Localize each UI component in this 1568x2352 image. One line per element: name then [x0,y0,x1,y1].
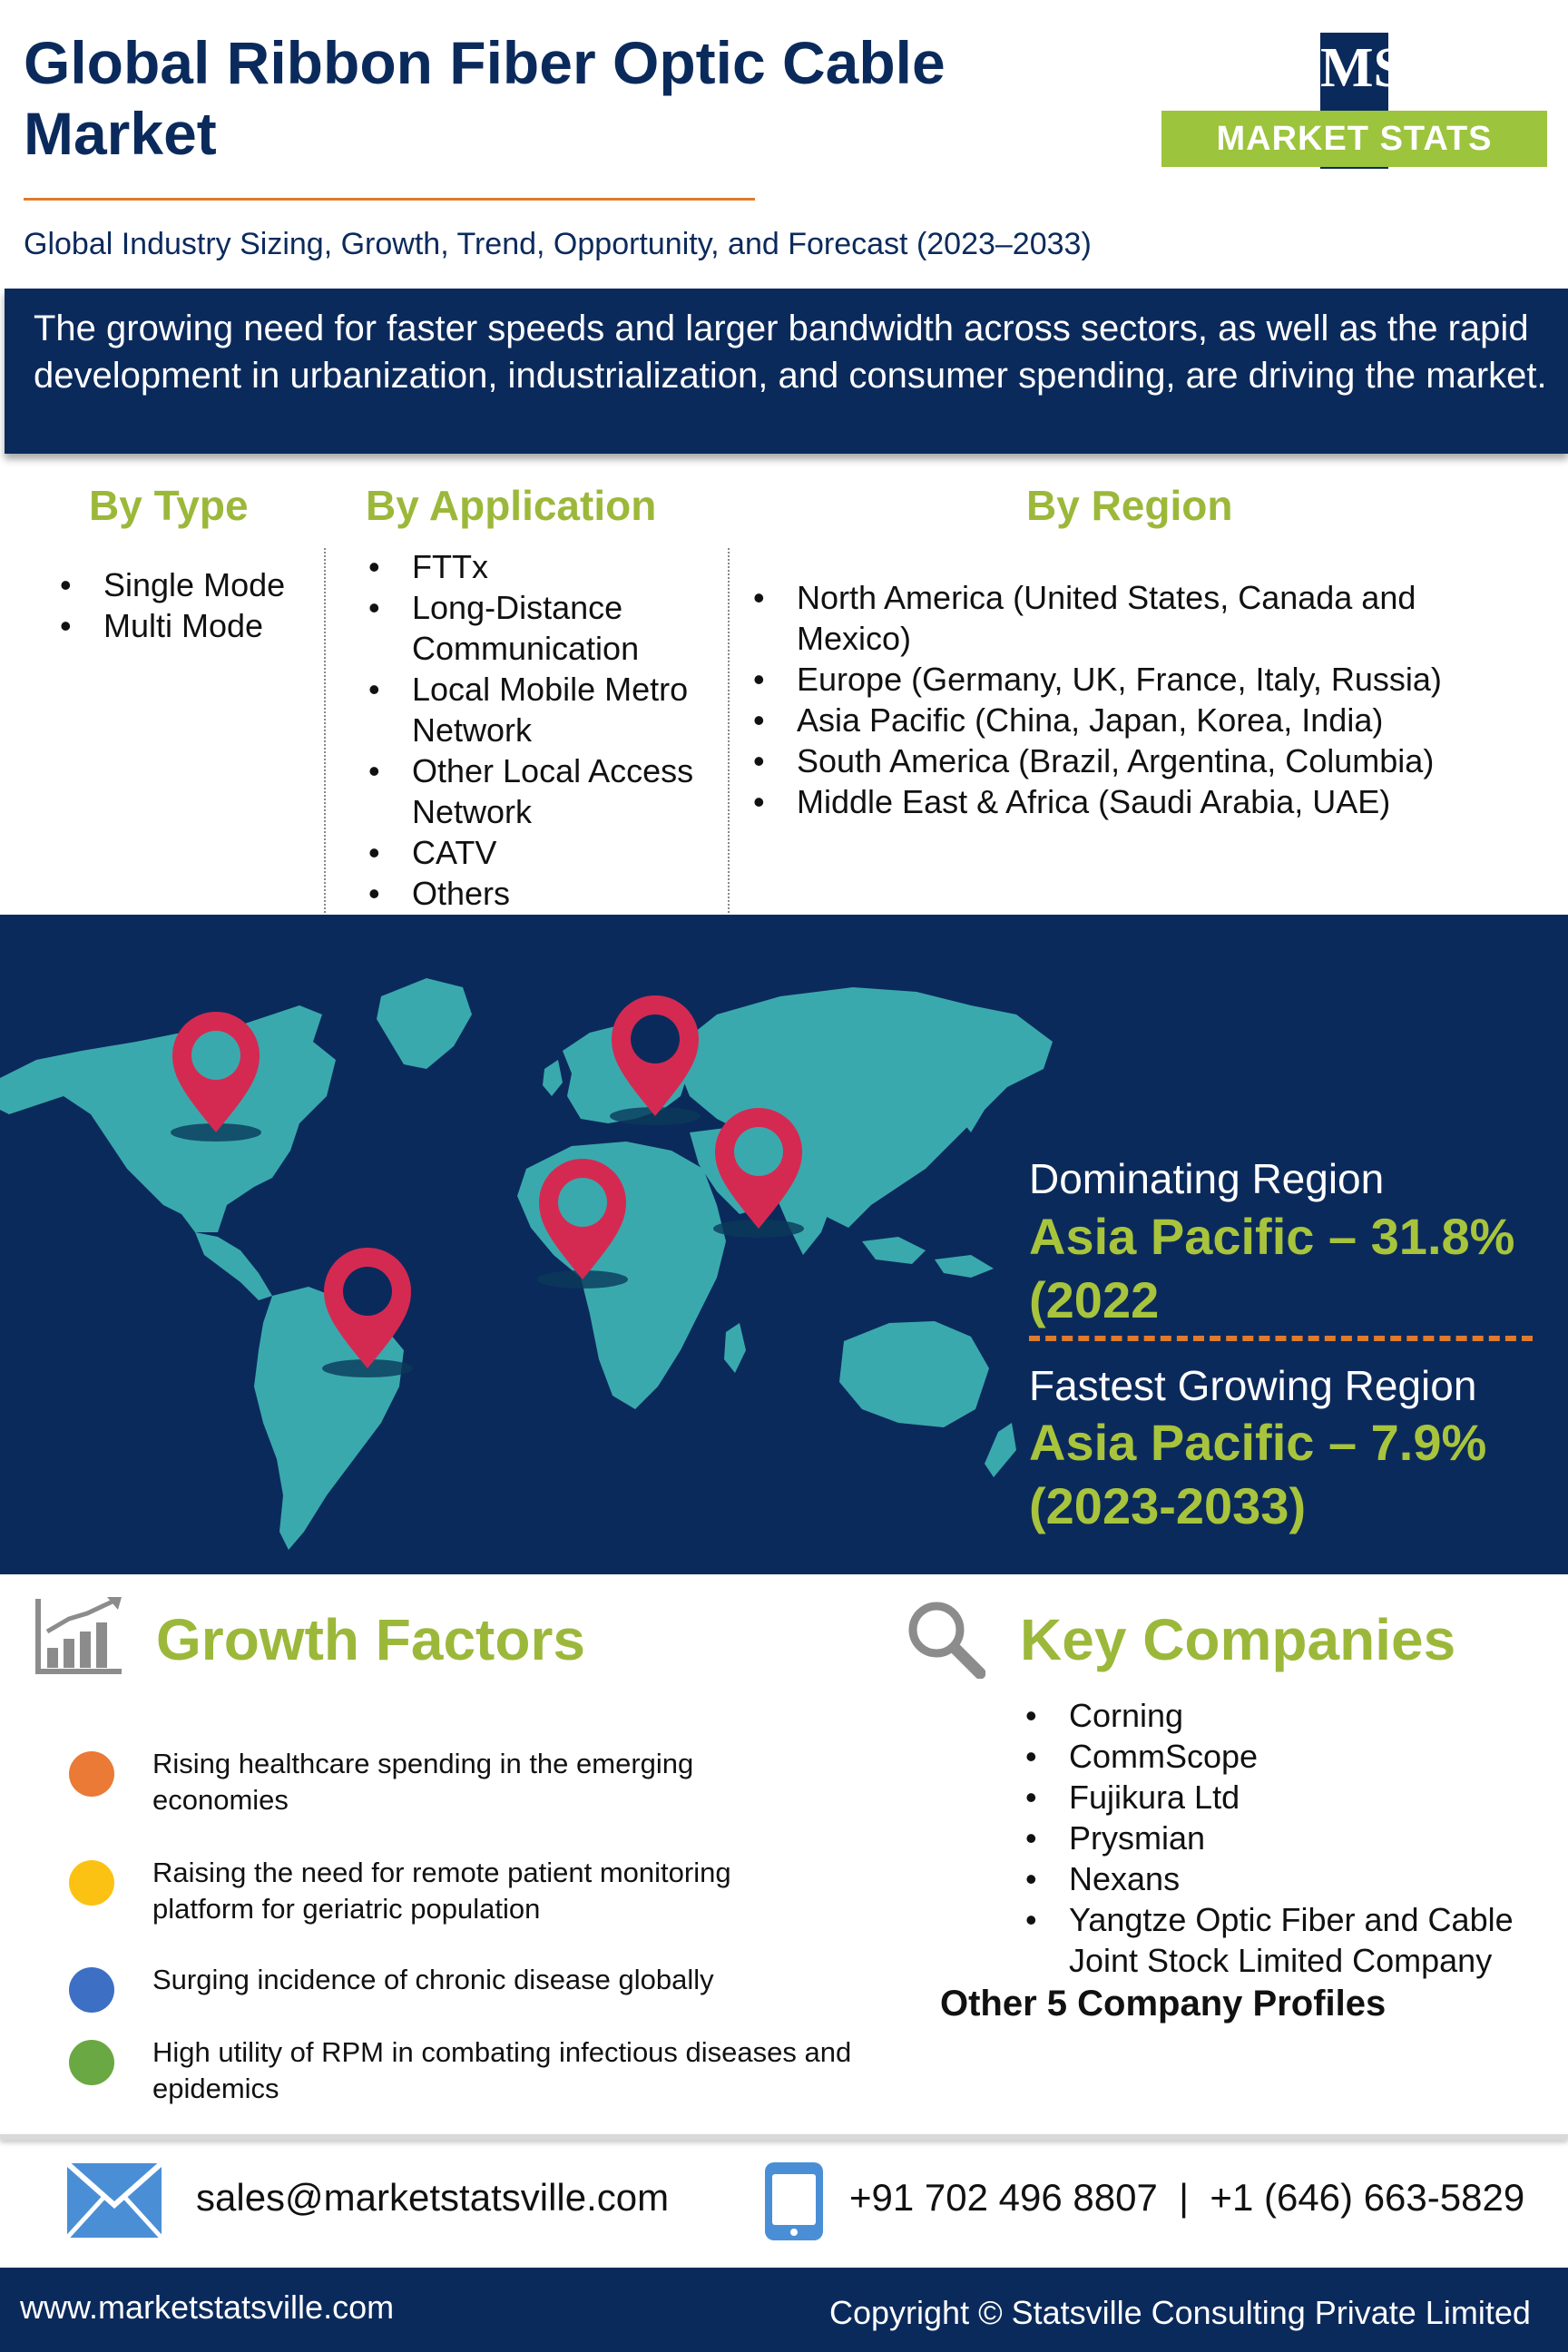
list-item: • Local Mobile Metro Network [368,669,695,750]
mobile-phone-icon [762,2160,826,2243]
list-item: • Fujikura Ltd [1025,1777,1561,1818]
list-item: • CATV [368,832,695,873]
fastest-region-value: Asia Pacific – 7.9% [1029,1414,1487,1471]
list-item: • Single Mode [60,564,332,605]
list-item: • Asia Pacific (China, Japan, Korea, India) [753,700,1506,740]
growth-factors-heading: Growth Factors [156,1607,585,1672]
list-item: • South America (Brazil, Argentina, Columbia) [753,740,1506,781]
growth-factor-text: Surging incidence of chronic disease globally [152,1964,714,1995]
by-type-heading: By Type [89,482,249,529]
more-company-profiles: Other 5 Company Profiles [940,1984,1387,2024]
banner-text: The growing need for faster speeds and larger bandwidth across sectors, as well as the rapid development in urbanization, industrialization, and consumer spending, are driving the market. [34,309,1547,396]
dominating-region-year: (2022 [1029,1271,1160,1328]
by-application-list [368,546,695,914]
title-underline [24,198,755,201]
market-driver-banner [5,289,1568,454]
list-item: • Others [368,873,695,914]
list-item: • Corning [1025,1695,1561,1736]
list-item: • Long-Distance Communication [368,587,695,669]
growth-factor-text: Raising the need for remote patient monitoring platform for geriatric population [152,1857,731,1925]
list-item: • Other Local Access Network [368,750,695,832]
bullet-dot-icon [69,1860,114,1906]
column-divider [728,548,730,913]
list-item: • Nexans [1025,1858,1561,1899]
stat-divider [1029,1336,1533,1341]
page-title: Global Ribbon Fiber Optic Cable Market [24,29,946,167]
fastest-region-period: (2023-2033) [1029,1477,1307,1534]
list-item: • Yangtze Optic Fiber and Cable Joint Stock Limited Company [1025,1899,1561,1981]
list-item: • Multi Mode [60,605,332,646]
logo-wordmark: MARKET STATS VILLE [1216,120,1493,214]
contact-separator [0,2134,1568,2140]
contact-email[interactable]: sales@marketstatsville.com [196,2176,670,2219]
column-divider [324,548,326,913]
company-logo [1161,33,1547,214]
by-type-list [60,564,332,646]
bullet-dot-icon [69,1751,114,1797]
continents [0,978,1053,1550]
key-companies-heading: Key Companies [1020,1607,1456,1672]
logo-monogram: MS [1320,37,1405,99]
list-item: • Prysmian [1025,1818,1561,1858]
list-item: • Europe (Germany, UK, France, Italy, Russia) [753,659,1506,700]
dominating-region-label: Dominating Region [1029,1155,1385,1202]
fastest-region-label: Fastest Growing Region [1029,1362,1477,1409]
footer-website[interactable]: www.marketstatsville.com [20,2288,395,2326]
magnifier-icon [904,1597,985,1679]
bar-chart-icon [34,1595,125,1677]
growth-factor-text: High utility of RPM in combating infectious diseases and epidemics [152,2036,852,2104]
bullet-dot-icon [69,2040,114,2085]
list-item: • FTTx [368,546,695,587]
by-region-list [753,577,1506,822]
by-application-heading: By Application [366,482,657,529]
list-item: • Middle East & Africa (Saudi Arabia, UAE) [753,781,1506,822]
envelope-icon [65,2161,163,2239]
footer-copyright: Copyright © Statsville Consulting Private Limited [829,2294,1531,2331]
growth-factor-text: Rising healthcare spending in the emerging economies [152,1748,694,1816]
key-companies-list [1025,1695,1561,1981]
page-subtitle: Global Industry Sizing, Growth, Trend, Opportunity, and Forecast (2023–2033) [24,227,1092,261]
bullet-dot-icon [69,1967,114,2013]
list-item: • North America (United States, Canada and Mexico) [753,577,1506,659]
contact-phone[interactable]: +91 702 496 8807 | +1 (646) 663-5829 [849,2176,1525,2219]
list-item: • CommScope [1025,1736,1561,1777]
dominating-region-value: Asia Pacific – 31.8% [1029,1208,1515,1265]
by-region-heading: By Region [1026,482,1233,529]
